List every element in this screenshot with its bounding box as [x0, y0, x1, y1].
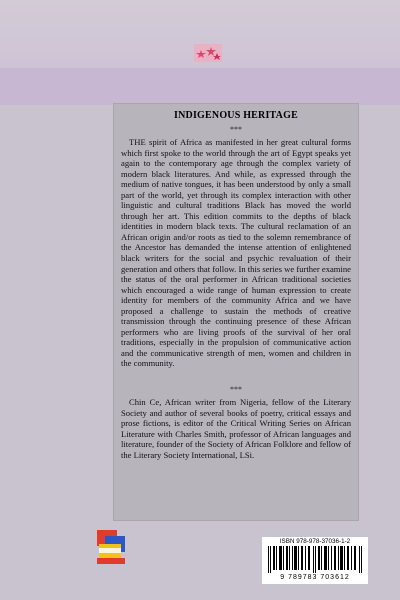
isbn-number: ISBN 978-978-37036-1-2 — [279, 538, 351, 545]
back-cover-panel — [113, 103, 359, 521]
top-color-stripe — [0, 68, 400, 104]
series-heading: INDIGENOUS HERITAGE — [174, 110, 298, 121]
isbn-barcode — [262, 537, 368, 584]
barcode-digits: 9 789783 703612 — [280, 574, 350, 581]
author-bio-paragraph: Chin Ce, African writer from Nigeria, fellow of the Literary Society and author of several books of poetry, critical essays and prose fictions, is editor of the Critical Writing Series on African Literature with Charles Smith, professor of African languages and literature, founder of the Society of African Folklore and fellow of the Literary Society International, LSi. — [121, 397, 351, 460]
handel-books-logo-icon — [97, 530, 125, 564]
barcode-bars — [268, 546, 362, 573]
star-cluster-logo-icon — [194, 44, 222, 62]
blurb-paragraph: THE spirit of Africa as manifested in her great cultural forms which first spoke to the world through the art of Egypt speaks yet again to the contemporary age through the complex variety of modern black literatures. And while, as expressed through the medium of native tongues, it has been understood by only a small part of the world, yet through its complex interaction with other linguistic and cultural traditions Black has moved the world through her art. This edition commits to the depths of black identities in modern black texts. The cultural reclamation of an African origin and/or roots as tied to the solemn remembrance of the Ancestor has demanded the intense attention of enlightened black writers for the social and psychic revaluation of their generation and others that follow. In this series we further examine the status of the oral performer in African traditional societies which encouraged a wide range of human expression to create identity for members of the community Africa and we have proposed a challenge to sustain the methods of creative transmission through the continuing presence of these African performers who are living proofs of the survival of her oral traditions, especially in the propulsion of communicative action and the communicative strength of men, women and children in the community. — [121, 137, 351, 369]
separator-top: *** — [230, 125, 242, 134]
separator-bottom: *** — [230, 385, 242, 394]
